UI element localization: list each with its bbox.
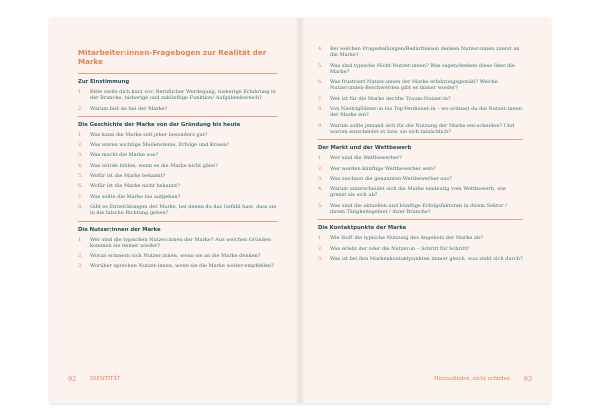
question-text: Worüber sprechen Nutzer:innen, wenn sie die Marke weiter-empfehlen? bbox=[90, 263, 274, 270]
question-number: 2. bbox=[318, 245, 323, 252]
question-number: 2. bbox=[318, 165, 323, 172]
question-number: 4. bbox=[78, 162, 83, 169]
question-item bbox=[318, 246, 523, 252]
question-text: Was kann die Marke seit jeher besonders gut? bbox=[90, 131, 208, 138]
section-rule bbox=[318, 139, 523, 140]
right-page-content bbox=[318, 46, 523, 266]
question-text: Was sind typische Nicht-Nutzer:innen? Was sagen/denken diese über die Marke? bbox=[330, 62, 515, 75]
question-item bbox=[318, 155, 523, 161]
section-rule bbox=[78, 221, 278, 222]
question-text: Wer sind die typischen Nutzer:innen der Marke? Aus welchen Gründen kommen sie immer wieder? bbox=[90, 236, 271, 249]
question-number: 3. bbox=[78, 263, 83, 270]
question-text: Was ist bei den Markenkontaktpunkten immer gleich, was zieht sich durch? bbox=[330, 255, 523, 262]
left-page bbox=[50, 18, 300, 403]
question-item bbox=[78, 142, 278, 148]
question-item bbox=[78, 89, 278, 102]
section-heading: Die Geschichte der Marke von der Gründung bis heute bbox=[78, 121, 241, 128]
question-item bbox=[78, 237, 278, 250]
right-top-questions bbox=[318, 46, 523, 135]
question-text: Was waren wichtige Meilensteine, Erfolge und Krisen? bbox=[90, 142, 230, 149]
question-text: Wer ist für die Marke der/die Traum-Nutzer:in? bbox=[330, 95, 451, 102]
question-item bbox=[78, 204, 278, 217]
left-page-content bbox=[78, 48, 278, 274]
question-number: 3. bbox=[78, 152, 83, 159]
question-item bbox=[78, 152, 278, 158]
question-text: Wofür ist die Marke bekannt? bbox=[90, 173, 166, 180]
question-item bbox=[318, 63, 523, 76]
question-item bbox=[78, 106, 278, 112]
question-number: 9. bbox=[318, 122, 323, 129]
book-gutter bbox=[295, 18, 305, 403]
question-item bbox=[318, 123, 523, 136]
question-number: 1. bbox=[318, 235, 323, 242]
question-number: 6. bbox=[78, 183, 83, 190]
question-item bbox=[78, 183, 278, 189]
question-number: 1. bbox=[318, 155, 323, 162]
question-text: Warum bist du bei der Marke? bbox=[90, 105, 168, 112]
question-number: 8. bbox=[318, 106, 323, 113]
question-number: 4. bbox=[318, 186, 323, 193]
question-text: Wie läuft die typische Nutzung des Angebots der Marke ab? bbox=[330, 235, 483, 242]
question-text: Bitte stelle dich kurz vor: Beruflicher Werdegang, bisherige Erfahrung in der Branche, bisherige und zukünftige Funktion/ Aufgabenbereich? bbox=[90, 89, 276, 102]
question-number: 1. bbox=[78, 236, 83, 243]
right-page bbox=[300, 18, 550, 403]
question-number: 7. bbox=[318, 95, 323, 102]
question-item bbox=[78, 263, 278, 269]
page-number-right: 93 bbox=[523, 375, 532, 383]
question-number: 5. bbox=[318, 202, 323, 209]
question-text: Was sollte die Marke nie aufgeben? bbox=[90, 193, 181, 200]
question-text: Was zeichnet die genannten Wettbewerber aus? bbox=[330, 175, 452, 182]
question-text: Gibt es Entwicklungen der Marke, bei denen du das Gefühl hast, dass sie in die falsche Richtung gehen? bbox=[90, 203, 277, 217]
question-item bbox=[318, 203, 523, 216]
question-text: Wer werden künftige Wettbewerber sein? bbox=[330, 165, 436, 172]
question-text: Woran erinnern sich Nutzer:innen, wenn sie an die Marke denken? bbox=[90, 253, 261, 260]
question-text: Wofür ist die Marke nicht bekannt? bbox=[90, 183, 180, 190]
question-text: Warum sollte jemand sich für die Nutzung der Marke ent-scheiden? Und warum entscheidet er bzw. sie sich tatsächlich? bbox=[330, 122, 515, 135]
question-item bbox=[78, 173, 278, 179]
question-text: Warum unterscheidet sich die Marke eindeutig vom Wettbewerb, wie grenzt sie sich ab? bbox=[330, 186, 506, 199]
section-heading: Die Kontaktpunkte der Marke bbox=[318, 225, 407, 232]
question-text: Was würde fehlen, wenn es die Marke nicht gäbe? bbox=[90, 162, 218, 169]
question-text: Was erlebt der oder die Nutzer:in – Schritt für Schritt? bbox=[330, 245, 470, 252]
question-text: Bei welchen Fragestellungen/Bedürfnissen denken Nutzer:innen zuerst an die Marke? bbox=[330, 46, 520, 59]
question-number: 3. bbox=[318, 255, 323, 262]
question-item bbox=[318, 176, 523, 182]
question-item bbox=[78, 163, 278, 169]
question-item bbox=[318, 256, 523, 262]
question-text: Was frustriert Nutzer:innen der Marke erfahrungsgemäß? Welche Nutzer:innen-Beschwerden gibt es immer wieder? bbox=[330, 79, 498, 92]
right-sections bbox=[318, 145, 523, 262]
question-number: 6. bbox=[318, 79, 323, 86]
question-text: Wer sind die Wettbewerber? bbox=[330, 155, 402, 162]
question-number: 1. bbox=[78, 89, 83, 95]
question-text: Was macht die Marke aus? bbox=[90, 152, 159, 159]
question-number: 2. bbox=[78, 105, 83, 112]
question-item bbox=[78, 132, 278, 138]
question-item bbox=[318, 186, 523, 199]
question-number: 2. bbox=[78, 142, 83, 149]
question-number: 1. bbox=[78, 131, 83, 138]
section-heading: Der Markt und der Wettbewerb bbox=[318, 145, 412, 152]
page-number-left: 92 bbox=[68, 375, 77, 383]
running-head-right: Herausfinden, nicht erfinden bbox=[433, 376, 510, 382]
title-rule bbox=[78, 73, 278, 74]
question-item bbox=[78, 253, 278, 259]
book-spread bbox=[50, 18, 550, 403]
section-rule bbox=[78, 116, 278, 117]
question-number: 7. bbox=[78, 193, 83, 200]
section-heading: Die Nutzer:innen der Marke bbox=[78, 226, 161, 233]
question-text: Von Niedriglöhner:in bis Top-Verdiener:in – wo ordnest du die Nutzer:innen der Marke ein? bbox=[330, 106, 522, 119]
question-number: 2. bbox=[78, 253, 83, 260]
question-item bbox=[318, 79, 523, 92]
question-number: 5. bbox=[318, 62, 323, 69]
question-number: 8. bbox=[78, 203, 83, 210]
question-item bbox=[318, 166, 523, 172]
section-rule bbox=[318, 219, 523, 220]
question-number: 3. bbox=[318, 175, 323, 182]
question-item bbox=[318, 106, 523, 119]
section-heading: Zur Einstimmung bbox=[78, 79, 130, 85]
question-item bbox=[318, 46, 523, 59]
questionnaire-title: Mitarbeiter:innen-Fragebogen zur Realität der Marke bbox=[78, 48, 267, 66]
question-item bbox=[318, 235, 523, 241]
question-item bbox=[318, 96, 523, 102]
question-number: 4. bbox=[318, 46, 323, 52]
question-item bbox=[78, 194, 278, 200]
left-sections bbox=[78, 79, 278, 270]
question-text: Was sind die aktuellen und künftige Erfolgsfaktoren in ihrem Sektor / ihrem Tätigkeitsgebiet / ihrer Branche? bbox=[330, 202, 507, 216]
question-number: 5. bbox=[78, 173, 83, 180]
running-head-left: IDENTITÄT bbox=[90, 376, 121, 382]
